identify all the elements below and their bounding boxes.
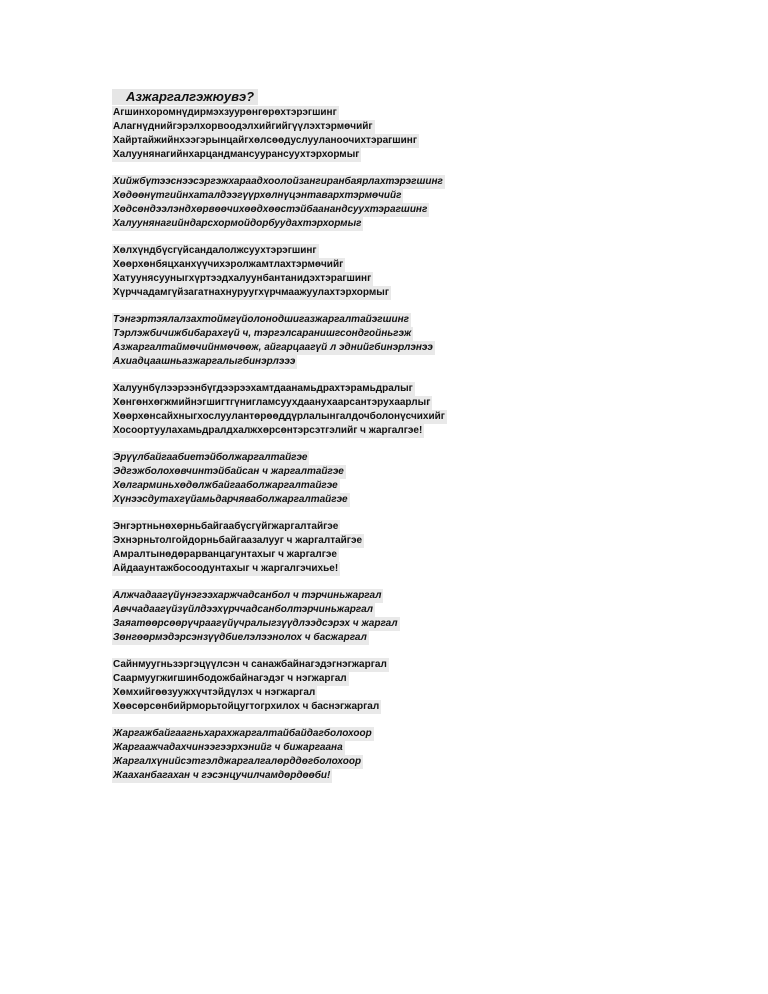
poem-line: Жаргалхүнийсэтгэлджаргалгалөрддөгболохоор: [113, 756, 362, 767]
poem-title: Азжаргалгэжюувэ?: [112, 89, 258, 105]
poem-line: Халуунянагийнхарцандмансуурансуухтэрхормыг: [113, 149, 360, 160]
poem: [112, 88, 712, 796]
poem-line: Энгэртньнөхөрньбайгаабүсгүйгжаргалтайгэе: [113, 521, 339, 532]
poem-line: Агшинхоромнүдирмэхзуурөнгөрөхтэрэгшинг: [113, 107, 337, 118]
poem-line: Хатуунясууныгхүртээдхалуунбантанидэхтэрагшинг: [113, 273, 372, 284]
poem-line: Халуунянагийндарсхормойдорбуудахтэрхормыг: [113, 218, 362, 229]
poem-line: Хүрччадамгүйзагатнахнуруугхүрчмаажуулахтэрхормыг: [113, 287, 389, 298]
poem-line: Хөлхүндбүсгүйсандалолжсуухтэрэгшинг: [113, 245, 317, 256]
poem-line: Хөөрхөнбяцханхүүчихэролжамтлахтэрмөчийг: [113, 259, 344, 270]
stanza: [112, 382, 712, 438]
poem-line: Ахиадцаашньазжаргалыгбинэрлэээ: [113, 356, 296, 367]
poem-line: Халуунбүлээрээнбүгдээрээхамтдаанамьдрахтэрамьдралыг: [113, 383, 413, 394]
poem-line: Зөнгөөрмэдэрсэнзүүдбиелэлээнолох ч басжаргал: [113, 632, 367, 643]
stanza: [112, 658, 712, 714]
poem-line: Тэрлэжбичижбибарахгүй ч, тэргэлсаранишгсондгойньгэж: [113, 328, 412, 339]
poem-line: Хөмхийгөөзуужхүчтэйдүлэх ч нэгжаргал: [113, 687, 316, 698]
poem-line: Хүнээсдутахгүйамьдарчяваболжаргалтайгэе: [113, 494, 348, 505]
poem-line: Заяатөөрсөөрүчраагүйүчралыгзүүдлээдсэрэх ч жаргал: [113, 618, 398, 629]
poem-line: Жаргаажчадахчинээгээрхэнийг ч бижаргаана: [113, 742, 343, 753]
stanza: [112, 451, 712, 507]
poem-line: Тэнгэртэялалзахтоймгүйолонодшигазжаргалтайэгшинг: [113, 314, 409, 325]
poem-line: Хөөсөрсөнбийрморьтойцугтогрхилох ч баснэгжаргал: [113, 701, 380, 712]
poem-line: Эрүүлбайгаабиетэйболжаргалтайгэе: [113, 452, 308, 463]
poem-line: Эдгэжболохөвчинтэйбайсан ч жаргалтайгэе: [113, 466, 344, 477]
stanza: [112, 520, 712, 576]
stanza: [112, 589, 712, 645]
poem-line: Хөлгарминьхөдөлжбайгааболжаргалтайгэе: [113, 480, 338, 491]
poem-line: Хөөрхөнсайхныгхослуулантөрөөддүрлалынгалдочболонүсчихийг: [113, 411, 445, 422]
poem-line: Хосоортуулахамьдралдхалжхөрсөнтэрсэтгэлийг ч жаргалгэе!: [113, 425, 423, 436]
poem-line: Сайнмуугньзэргэцүүлсэн ч санажбайнагэдэгнэгжаргал: [113, 659, 387, 670]
poem-line: Алагнүднийгэрэлхорвоодэлхийгийгүүлэхтэрмөчийг: [113, 121, 373, 132]
stanza: [112, 106, 712, 162]
poem-line: Хийжбүтээснээсэргэжхараадхоолойзангиранбаярлахтэрэгшинг: [113, 176, 443, 187]
poem-line: Авччадаагүйзүйлдээхүрччадсанболтэрчиньжаргал: [113, 604, 374, 615]
stanza-list: [112, 106, 712, 783]
poem-line: Айдааунтажбосоодунтахыг ч жаргалгэчихье!: [113, 563, 339, 574]
poem-line: Хөдөөнүтгийнхаталдээгүүрхөлнүцэнтавархтэрмөчийг: [113, 190, 402, 201]
stanza: [112, 175, 712, 231]
poem-line: Саармуугжигшинбодожбайнагэдэг ч нэгжаргал: [113, 673, 347, 684]
poem-line: Хайртайжийнхээгэрынцайгхөлсөөдуслууланоочихтэрагшинг: [113, 135, 417, 146]
poem-line: Азжаргалтаймөчийнмөчөөж, айгарцаагүй л эднийгбинэрлэнээ: [113, 342, 433, 353]
stanza: [112, 244, 712, 300]
stanza: [112, 313, 712, 369]
poem-line: Жааханбагахан ч гэсэнцучилчамдөрдөөби!: [113, 770, 331, 781]
poem-line: Хөнгөнхөгжмийнэгшигтгүнигламсуухдаанухаарсантэрухаарлыг: [113, 397, 431, 408]
poem-line: Жаргажбайгаагньхарахжаргалтайбайдагболохоор: [113, 728, 372, 739]
poem-line: Хөдсөндээлэндхөрвөөчихөөдхөөстэйбаанандсуухтэрагшинг: [113, 204, 428, 215]
poem-line: Эхнэрньтолгойдорньбайгаазалууг ч жаргалтайгэе: [113, 535, 363, 546]
poem-line: Амралтынөдөрарванцагунтахыг ч жаргалгэе: [113, 549, 337, 560]
stanza: [112, 727, 712, 783]
poem-line: Алжчадаагүйүнэгээхаржчадсанбол ч тэрчиньжаргал: [113, 590, 382, 601]
